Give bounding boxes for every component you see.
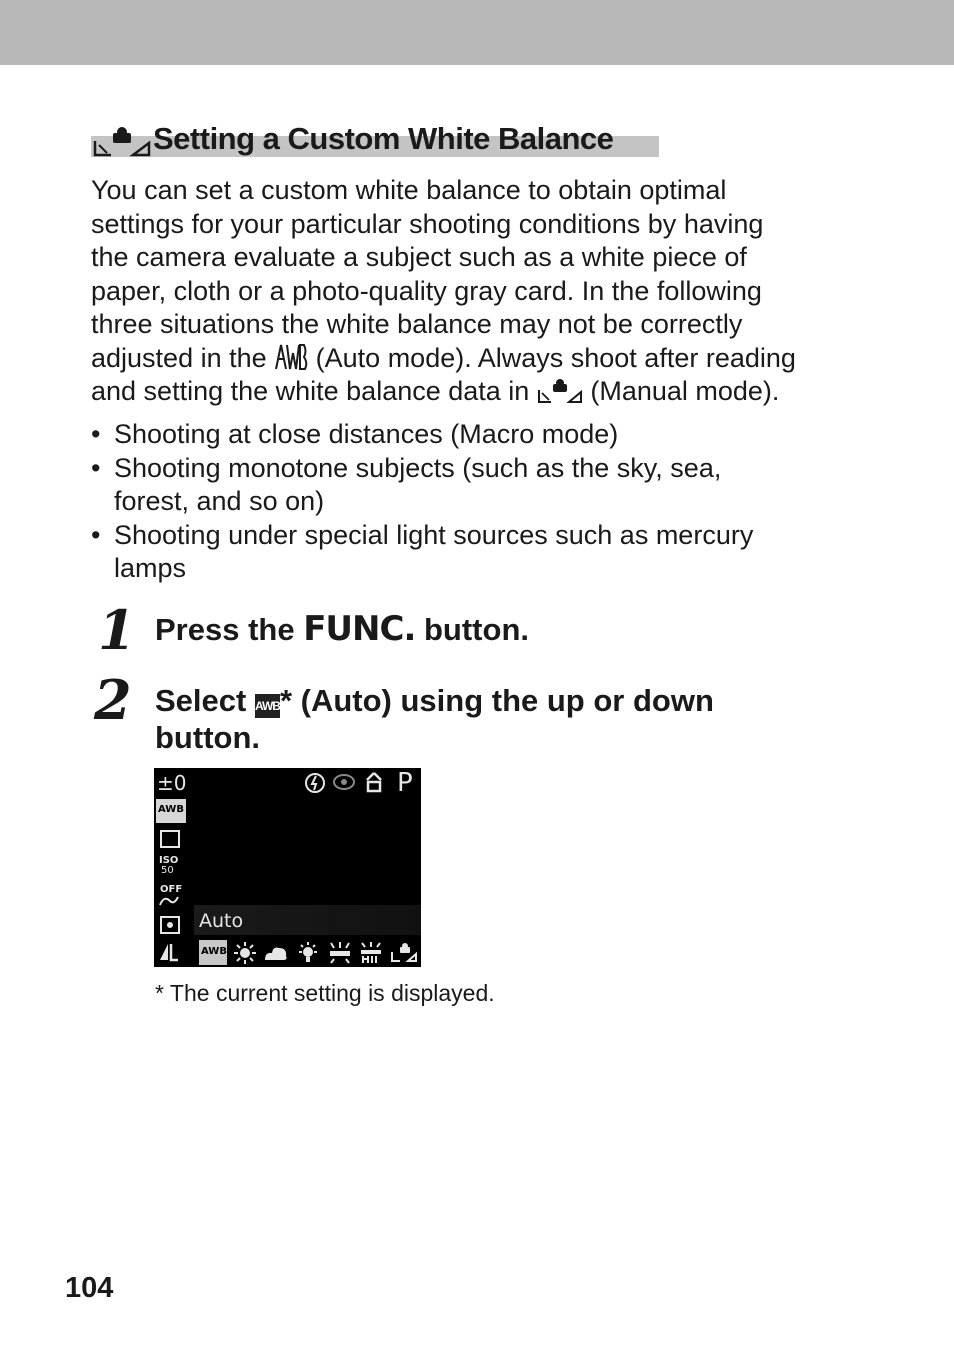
self-timer-icon [365,771,383,793]
list-item-text [114,519,891,586]
intro-line [91,342,891,376]
awb-label: AWB [201,946,227,957]
intro-text: (Auto mode). Always shoot after reading [315,342,796,373]
bullet-dot: • [91,452,101,483]
bullet-dot: • [91,519,101,550]
list-item [91,519,891,586]
custom-icon [390,942,418,964]
iso-value: 50 [161,865,174,876]
step-text: button. [415,612,529,647]
effect-icon [158,893,180,907]
iso-label: ISO [159,855,179,866]
section-title: Setting a Custom White Balance [153,121,614,156]
cloudy-icon [263,942,289,964]
exposure-value: ±0 [157,771,187,795]
intro-line: paper, cloth or a photo-quality gray card. In the following [91,275,762,306]
func-button-icon: FUNC. [303,609,416,649]
step-2-text-cont [155,719,260,756]
list-item-line: lamps [114,553,187,583]
intro-line: three situations the white balance may not be correctly [91,309,743,339]
intro-line: the camera evaluate a subject such as a white piece of [91,242,747,272]
red-eye-icon [332,772,356,792]
tungsten-icon [296,940,320,966]
custom-white-balance-icon [93,127,151,157]
header-band [0,0,954,65]
intro-line [91,375,891,409]
page-number: 104 [65,1272,114,1304]
wb-mode-label: Auto [199,910,244,932]
awb-menu-item [156,799,186,823]
step-number: 1 [98,598,136,662]
intro-line: You can set a custom white balance to obtain optimal [91,175,727,205]
awb-icon [274,343,308,371]
awb-label: AWB [158,804,184,815]
section-heading [91,121,659,157]
list-item [91,452,891,519]
shooting-mode-letter: P [397,768,413,798]
step-number: 2 [94,668,132,732]
list-item-text [114,418,891,452]
step-text: Press the [155,612,304,647]
bullet-dot: • [91,419,101,449]
list-item-line: Shooting under special light sources such as mercury [114,519,754,550]
intro-text: (Manual mode). [590,376,780,406]
step-text: button. [155,720,261,755]
sun-icon [233,941,257,965]
drive-single-icon [160,830,180,848]
list-item [91,418,891,452]
step-text: Select [155,683,255,718]
off-label: OFF [160,884,183,895]
intro-paragraph [91,174,891,409]
step-text: * (Auto) using the up or down [279,683,714,718]
resolution-icon [158,940,180,962]
intro-line: settings for your particular shooting conditions by having [91,208,764,239]
list-item-line: forest, and so on) [114,486,325,516]
flash-off-icon [304,772,326,794]
manual-white-balance-icon [537,378,583,404]
fluorescent-icon [327,941,353,965]
list-item-line: Shooting at close distances (Macro mode) [114,419,619,449]
list-item-line: Shooting monotone subjects (such as the sky, sea, [114,452,722,483]
footnote: * The current setting is displayed. [155,980,495,1006]
bullet-list [91,418,891,586]
step-1-text [155,611,529,648]
camera-lcd-screenshot [154,768,421,967]
awb-selected-item [199,940,227,965]
list-item-text [114,452,891,519]
step-2-text [155,682,714,719]
fluorescent-h-icon [358,941,384,965]
intro-text: adjusted in the [91,342,275,373]
metering-icon [160,916,180,934]
awb-icon: AWB [255,694,280,718]
intro-text: and setting the white balance data in [91,376,537,406]
